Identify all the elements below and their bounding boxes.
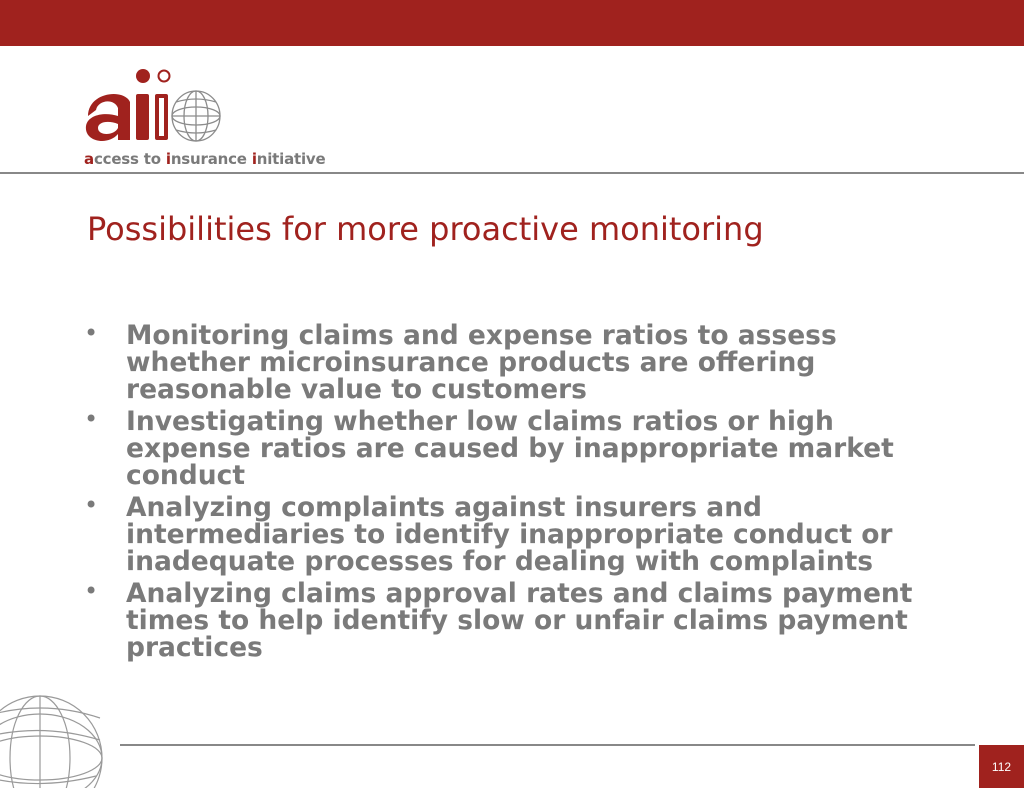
tagline-i: i: [165, 150, 171, 168]
bullet-item: [84, 577, 964, 663]
logo-tagline: [84, 150, 325, 168]
bullet-item: [84, 319, 964, 405]
page-number-badge: [979, 745, 1024, 788]
page-number: 112: [991, 759, 1012, 774]
bullet-item: [84, 405, 964, 491]
logo-letter-a: [86, 94, 130, 141]
slide-title: Possibilities for more proactive monitoring: [87, 210, 764, 248]
globe-wireframe-icon: [0, 678, 110, 788]
bullet-text: Monitoring claims and expense ratios to assess whether microinsurance products are offering reasonable value to customers: [126, 320, 837, 405]
bullet-list: [84, 319, 964, 666]
bullet-text: Analyzing claims approval rates and claims payment times to help identify slow or unfair claims payment practices: [126, 578, 913, 663]
tagline-i-rest: nsurance: [170, 150, 252, 168]
logo-globe-icon: [172, 91, 220, 141]
footer-divider: [120, 744, 975, 746]
tagline-i2: i: [251, 150, 257, 168]
bullet-item: [84, 491, 964, 577]
top-brand-bar: [0, 0, 1024, 46]
bullet-dot-icon: •: [84, 577, 99, 605]
bullet-dot-icon: •: [84, 319, 99, 347]
bullet-text: Investigating whether low claims ratios or high expense ratios are caused by inappropriate market conduct: [126, 406, 894, 491]
header-divider: [0, 172, 1024, 174]
tagline-i2-rest: nitiative: [256, 150, 326, 168]
bullet-dot-icon: •: [84, 491, 99, 519]
bullet-text: Analyzing complaints against insurers and intermediaries to identify inappropriate conduct or inadequate processes for dealing with complaints: [126, 492, 893, 577]
tagline-a-rest: ccess to: [93, 150, 166, 168]
logo-letter-i-outline: [155, 71, 170, 141]
logo-letter-i: [136, 69, 150, 140]
bullet-dot-icon: •: [84, 405, 99, 433]
tagline-a: a: [84, 150, 94, 168]
